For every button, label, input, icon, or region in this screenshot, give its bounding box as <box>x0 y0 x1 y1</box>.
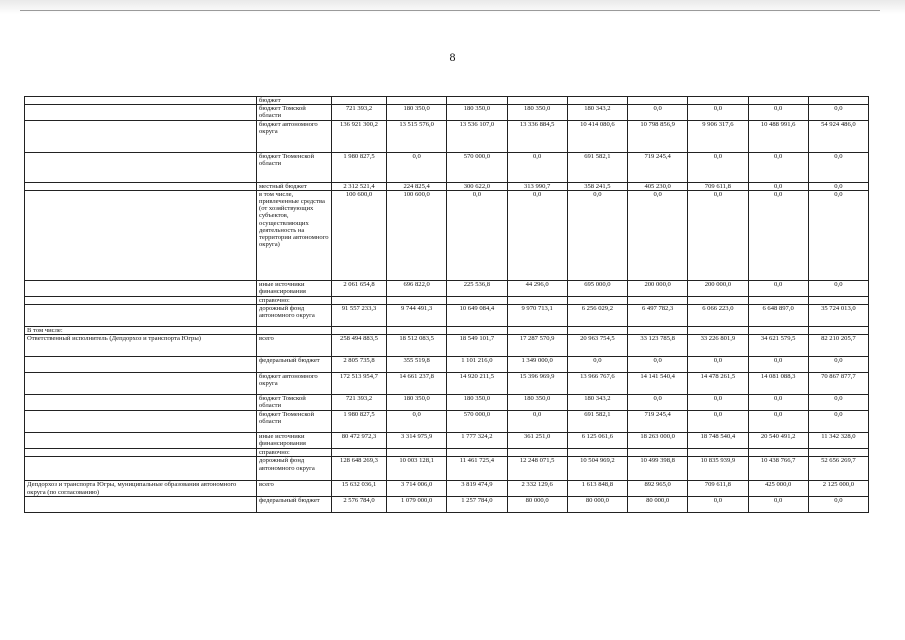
responsible-cell <box>25 373 257 395</box>
year-value-cell: 200 000,0 <box>628 280 688 296</box>
year-value-cell: 0,0 <box>808 496 868 512</box>
year-value-cell: 6 648 897,0 <box>748 305 808 327</box>
year-value-cell: 695 000,0 <box>567 280 627 296</box>
year-value-cell: 17 287 570,9 <box>507 335 567 357</box>
year-value-cell: 9 970 713,1 <box>507 305 567 327</box>
funding-source-cell: справочно: <box>257 296 332 304</box>
table-row <box>25 280 869 296</box>
responsible-cell: Ответственный исполнитель (Депдорхоз и транспорта Югры) <box>25 335 257 357</box>
year-value-cell <box>808 327 868 335</box>
year-value-cell: 20 540 491,2 <box>748 433 808 449</box>
year-value-cell: 15 396 969,9 <box>507 373 567 395</box>
year-value-cell: 12 248 071,5 <box>507 457 567 481</box>
year-value-cell <box>387 97 447 105</box>
year-value-cell: 14 478 261,5 <box>688 373 748 395</box>
table-row <box>25 335 869 357</box>
total-cell <box>332 449 387 457</box>
year-value-cell: 0,0 <box>628 190 688 280</box>
year-value-cell: 80 000,0 <box>567 496 627 512</box>
funding-source-cell: справочно: <box>257 449 332 457</box>
year-value-cell: 355 519,8 <box>387 357 447 373</box>
year-value-cell: 0,0 <box>507 190 567 280</box>
year-value-cell: 10 499 398,8 <box>628 457 688 481</box>
year-value-cell: 358 241,5 <box>567 182 627 190</box>
funding-source-cell <box>257 327 332 335</box>
year-value-cell: 82 210 205,7 <box>808 335 868 357</box>
year-value-cell: 100 600,0 <box>387 190 447 280</box>
year-value-cell: 300 622,0 <box>447 182 507 190</box>
year-value-cell: 0,0 <box>748 357 808 373</box>
funding-source-cell: дорожный фонд автономного округа <box>257 457 332 481</box>
total-cell: 721 393,2 <box>332 105 387 120</box>
funding-source-cell: дорожный фонд автономного округа <box>257 305 332 327</box>
total-cell: 2 312 521,4 <box>332 182 387 190</box>
table-row <box>25 190 869 280</box>
year-value-cell: 2 332 129,6 <box>507 481 567 496</box>
year-value-cell: 1 613 848,8 <box>567 481 627 496</box>
year-value-cell: 0,0 <box>447 190 507 280</box>
responsible-cell <box>25 296 257 304</box>
year-value-cell: 10 438 766,7 <box>748 457 808 481</box>
year-value-cell: 6 256 029,2 <box>567 305 627 327</box>
year-value-cell: 1 777 324,2 <box>447 433 507 449</box>
year-value-cell: 80 000,0 <box>628 496 688 512</box>
year-value-cell: 6 497 782,3 <box>628 305 688 327</box>
year-value-cell: 10 798 856,9 <box>628 120 688 152</box>
year-value-cell: 0,0 <box>748 190 808 280</box>
table-row <box>25 296 869 304</box>
responsible-cell <box>25 433 257 449</box>
year-value-cell: 13 536 107,0 <box>447 120 507 152</box>
year-value-cell: 18 263 000,0 <box>628 433 688 449</box>
year-value-cell: 14 920 211,5 <box>447 373 507 395</box>
year-value-cell: 691 582,1 <box>567 411 627 433</box>
funding-source-cell: местный бюджет <box>257 182 332 190</box>
table-row <box>25 433 869 449</box>
responsible-cell: В том числе: <box>25 327 257 335</box>
year-value-cell: 180 350,0 <box>387 395 447 411</box>
year-value-cell: 0,0 <box>628 395 688 411</box>
year-value-cell: 0,0 <box>567 190 627 280</box>
total-cell: 721 393,2 <box>332 395 387 411</box>
responsible-cell <box>25 120 257 152</box>
year-value-cell: 6 066 223,0 <box>688 305 748 327</box>
table-body <box>25 97 869 513</box>
table-row <box>25 327 869 335</box>
year-value-cell <box>808 97 868 105</box>
responsible-cell <box>25 280 257 296</box>
responsible-cell <box>25 411 257 433</box>
year-value-cell <box>447 296 507 304</box>
total-cell: 2 805 735,8 <box>332 357 387 373</box>
year-value-cell: 0,0 <box>688 496 748 512</box>
year-value-cell: 0,0 <box>387 152 447 182</box>
year-value-cell <box>628 449 688 457</box>
year-value-cell: 34 621 579,5 <box>748 335 808 357</box>
page-number: 8 <box>449 50 456 64</box>
year-value-cell: 0,0 <box>748 496 808 512</box>
year-value-cell <box>748 449 808 457</box>
total-cell <box>332 97 387 105</box>
year-value-cell: 0,0 <box>748 152 808 182</box>
table-row <box>25 182 869 190</box>
year-value-cell: 0,0 <box>808 105 868 120</box>
year-value-cell: 180 350,0 <box>507 105 567 120</box>
scan-top-edge <box>0 0 905 14</box>
total-cell: 100 600,0 <box>332 190 387 280</box>
year-value-cell: 18 549 101,7 <box>447 335 507 357</box>
year-value-cell: 570 000,0 <box>447 152 507 182</box>
year-value-cell <box>567 449 627 457</box>
year-value-cell: 13 336 884,5 <box>507 120 567 152</box>
responsible-cell <box>25 357 257 373</box>
table-row <box>25 305 869 327</box>
year-value-cell: 0,0 <box>628 357 688 373</box>
responsible-cell <box>25 190 257 280</box>
year-value-cell: 200 000,0 <box>688 280 748 296</box>
year-value-cell: 0,0 <box>507 411 567 433</box>
total-cell: 258 494 883,5 <box>332 335 387 357</box>
year-value-cell <box>748 327 808 335</box>
year-value-cell: 425 000,0 <box>748 481 808 496</box>
funding-source-cell: бюджет Тюменской области <box>257 152 332 182</box>
year-value-cell: 1 079 000,0 <box>387 496 447 512</box>
year-value-cell: 44 296,0 <box>507 280 567 296</box>
year-value-cell: 14 661 237,8 <box>387 373 447 395</box>
year-value-cell <box>567 296 627 304</box>
funding-source-cell: бюджет автономного округа <box>257 120 332 152</box>
funding-source-cell: иные источники финансирования <box>257 433 332 449</box>
year-value-cell: 709 611,8 <box>688 182 748 190</box>
year-value-cell <box>507 296 567 304</box>
year-value-cell: 54 924 486,0 <box>808 120 868 152</box>
year-value-cell <box>567 327 627 335</box>
table-row <box>25 120 869 152</box>
total-cell: 80 472 972,3 <box>332 433 387 449</box>
year-value-cell <box>808 296 868 304</box>
year-value-cell: 180 350,0 <box>387 105 447 120</box>
funding-source-cell: бюджет автономного округа <box>257 373 332 395</box>
year-value-cell: 9 906 317,6 <box>688 120 748 152</box>
year-value-cell: 0,0 <box>688 357 748 373</box>
year-value-cell: 0,0 <box>748 182 808 190</box>
year-value-cell: 0,0 <box>808 152 868 182</box>
year-value-cell: 11 342 328,0 <box>808 433 868 449</box>
year-value-cell: 9 744 491,3 <box>387 305 447 327</box>
year-value-cell: 0,0 <box>688 105 748 120</box>
funding-source-cell: федеральный бюджет <box>257 496 332 512</box>
year-value-cell: 719 245,4 <box>628 152 688 182</box>
year-value-cell: 0,0 <box>748 105 808 120</box>
table-row <box>25 105 869 120</box>
year-value-cell: 224 825,4 <box>387 182 447 190</box>
year-value-cell: 180 350,0 <box>447 105 507 120</box>
year-value-cell: 3 819 474,9 <box>447 481 507 496</box>
responsible-cell <box>25 395 257 411</box>
responsible-cell <box>25 457 257 481</box>
year-value-cell: 1 101 216,0 <box>447 357 507 373</box>
year-value-cell: 0,0 <box>748 395 808 411</box>
table-row <box>25 411 869 433</box>
year-value-cell: 10 649 084,4 <box>447 305 507 327</box>
responsible-cell <box>25 105 257 120</box>
table-row <box>25 481 869 496</box>
funding-source-cell: бюджет Томской области <box>257 105 332 120</box>
year-value-cell <box>688 327 748 335</box>
year-value-cell: 80 000,0 <box>507 496 567 512</box>
year-value-cell: 0,0 <box>808 280 868 296</box>
year-value-cell <box>628 327 688 335</box>
responsible-cell <box>25 182 257 190</box>
year-value-cell: 0,0 <box>688 190 748 280</box>
table-row <box>25 373 869 395</box>
responsible-cell <box>25 152 257 182</box>
total-cell: 172 513 954,7 <box>332 373 387 395</box>
year-value-cell: 0,0 <box>808 395 868 411</box>
year-value-cell <box>688 97 748 105</box>
total-cell: 15 632 036,1 <box>332 481 387 496</box>
year-value-cell <box>447 449 507 457</box>
responsible-cell <box>25 496 257 512</box>
funding-source-cell: иные источники финансирования <box>257 280 332 296</box>
year-value-cell <box>507 449 567 457</box>
funding-source-cell: всего <box>257 481 332 496</box>
year-value-cell: 691 582,1 <box>567 152 627 182</box>
total-cell <box>332 296 387 304</box>
year-value-cell: 180 343,2 <box>567 105 627 120</box>
year-value-cell <box>688 449 748 457</box>
total-cell: 91 557 233,3 <box>332 305 387 327</box>
year-value-cell: 709 611,8 <box>688 481 748 496</box>
year-value-cell <box>507 97 567 105</box>
total-cell: 2 061 654,8 <box>332 280 387 296</box>
year-value-cell: 14 081 088,3 <box>748 373 808 395</box>
funding-source-cell: бюджет Томской области <box>257 395 332 411</box>
table-row <box>25 496 869 512</box>
year-value-cell <box>387 296 447 304</box>
year-value-cell: 0,0 <box>748 280 808 296</box>
year-value-cell: 3 714 006,0 <box>387 481 447 496</box>
year-value-cell: 6 125 061,6 <box>567 433 627 449</box>
year-value-cell: 696 822,0 <box>387 280 447 296</box>
year-value-cell: 180 343,2 <box>567 395 627 411</box>
year-value-cell: 10 488 991,6 <box>748 120 808 152</box>
year-value-cell: 225 536,8 <box>447 280 507 296</box>
year-value-cell: 18 512 083,5 <box>387 335 447 357</box>
table-row <box>25 357 869 373</box>
year-value-cell: 180 350,0 <box>447 395 507 411</box>
year-value-cell: 405 230,0 <box>628 182 688 190</box>
year-value-cell: 10 003 128,1 <box>387 457 447 481</box>
year-value-cell <box>688 296 748 304</box>
responsible-cell <box>25 97 257 105</box>
year-value-cell: 570 000,0 <box>447 411 507 433</box>
table-row <box>25 457 869 481</box>
year-value-cell <box>628 296 688 304</box>
funding-source-cell: всего <box>257 335 332 357</box>
budget-table <box>24 96 869 513</box>
year-value-cell: 0,0 <box>808 190 868 280</box>
responsible-cell: Депдорхоз и транспорта Югры, муниципальные образования автономного округа (по согласованию) <box>25 481 257 496</box>
year-value-cell: 13 966 767,6 <box>567 373 627 395</box>
year-value-cell: 14 141 540,4 <box>628 373 688 395</box>
total-cell: 1 980 827,5 <box>332 152 387 182</box>
year-value-cell: 361 251,0 <box>507 433 567 449</box>
table-row <box>25 152 869 182</box>
total-cell: 2 576 784,0 <box>332 496 387 512</box>
year-value-cell: 0,0 <box>387 411 447 433</box>
table-row <box>25 449 869 457</box>
total-cell: 136 921 300,2 <box>332 120 387 152</box>
year-value-cell: 33 123 785,8 <box>628 335 688 357</box>
year-value-cell: 0,0 <box>808 411 868 433</box>
year-value-cell <box>447 97 507 105</box>
funding-source-cell: в том числе, привлеченные средства (от хозяйствующих субъектов, осуществляющих деятельность на территории автономного округа) <box>257 190 332 280</box>
year-value-cell <box>447 327 507 335</box>
year-value-cell: 0,0 <box>628 105 688 120</box>
year-value-cell: 18 748 540,4 <box>688 433 748 449</box>
year-value-cell: 0,0 <box>808 357 868 373</box>
year-value-cell: 0,0 <box>688 411 748 433</box>
year-value-cell <box>567 97 627 105</box>
year-value-cell <box>387 327 447 335</box>
year-value-cell <box>387 449 447 457</box>
year-value-cell: 892 965,0 <box>628 481 688 496</box>
year-value-cell: 0,0 <box>567 357 627 373</box>
responsible-cell <box>25 305 257 327</box>
year-value-cell: 52 656 269,7 <box>808 457 868 481</box>
year-value-cell: 0,0 <box>748 411 808 433</box>
year-value-cell <box>628 97 688 105</box>
year-value-cell: 0,0 <box>688 395 748 411</box>
year-value-cell: 35 724 013,0 <box>808 305 868 327</box>
year-value-cell: 0,0 <box>688 152 748 182</box>
scan-artifact-line <box>20 10 880 11</box>
funding-source-cell: федеральный бюджет <box>257 357 332 373</box>
year-value-cell: 10 414 080,6 <box>567 120 627 152</box>
year-value-cell: 20 963 754,5 <box>567 335 627 357</box>
year-value-cell: 719 245,4 <box>628 411 688 433</box>
year-value-cell <box>748 97 808 105</box>
year-value-cell: 3 314 975,9 <box>387 433 447 449</box>
year-value-cell <box>748 296 808 304</box>
responsible-cell <box>25 449 257 457</box>
year-value-cell: 10 835 939,9 <box>688 457 748 481</box>
year-value-cell: 0,0 <box>507 152 567 182</box>
funding-source-cell: бюджет Тюменской области <box>257 411 332 433</box>
year-value-cell <box>808 449 868 457</box>
year-value-cell: 13 515 576,0 <box>387 120 447 152</box>
year-value-cell: 70 867 877,7 <box>808 373 868 395</box>
year-value-cell: 33 226 801,9 <box>688 335 748 357</box>
year-value-cell: 313 990,7 <box>507 182 567 190</box>
year-value-cell: 1 349 000,0 <box>507 357 567 373</box>
total-cell: 128 648 269,3 <box>332 457 387 481</box>
year-value-cell: 10 504 969,2 <box>567 457 627 481</box>
table-row <box>25 395 869 411</box>
total-cell <box>332 327 387 335</box>
funding-source-cell: бюджет <box>257 97 332 105</box>
table-row <box>25 97 869 105</box>
year-value-cell: 1 257 784,0 <box>447 496 507 512</box>
year-value-cell <box>507 327 567 335</box>
year-value-cell: 11 461 725,4 <box>447 457 507 481</box>
year-value-cell: 0,0 <box>808 182 868 190</box>
total-cell: 1 980 827,5 <box>332 411 387 433</box>
year-value-cell: 2 125 000,0 <box>808 481 868 496</box>
year-value-cell: 180 350,0 <box>507 395 567 411</box>
